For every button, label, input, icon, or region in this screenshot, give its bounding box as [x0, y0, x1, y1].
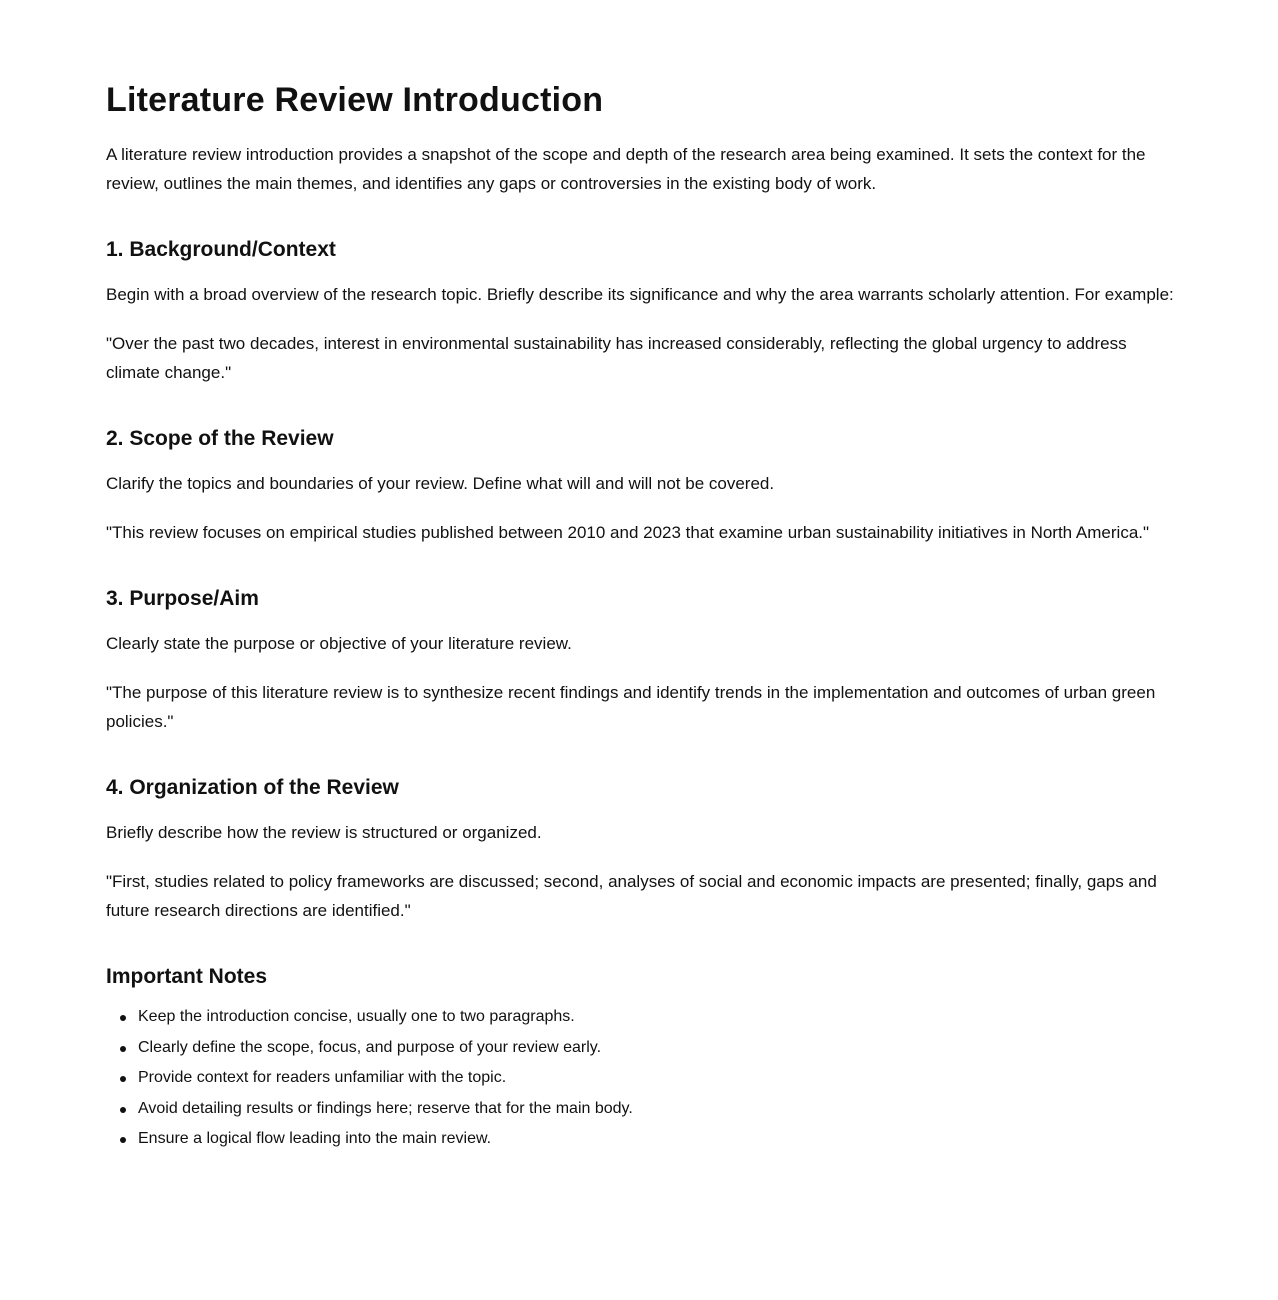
list-item-text: Keep the introduction concise, usually one to two paragraphs. — [138, 1008, 575, 1025]
list-item — [138, 1038, 1182, 1058]
list-item — [138, 1068, 1182, 1088]
section-background — [106, 236, 1182, 387]
bullet-icon — [120, 1046, 126, 1052]
list-item — [138, 1007, 1182, 1027]
section-purpose — [106, 585, 1182, 736]
section-example: "First, studies related to policy frameworks are discussed; second, analyses of social and economic impacts are presented; finally, gaps and future research directions are identified." — [106, 872, 1157, 920]
list-item-text: Clearly define the scope, focus, and purpose of your review early. — [138, 1038, 602, 1056]
section-heading: 4. Organization of the Review — [106, 776, 399, 799]
section-important-notes — [106, 963, 1182, 1149]
section-example: "This review focuses on empirical studies published between 2010 and 2023 that examine urban sustainability initiatives in North America." — [106, 523, 1150, 542]
section-text: Clarify the topics and boundaries of your review. Define what will and will not be covered. — [106, 474, 775, 493]
section-text: Clearly state the purpose or objective of your literature review. — [106, 634, 572, 653]
list-item-text: Avoid detailing results or findings here; reserve that for the main body. — [138, 1099, 633, 1117]
list-item — [138, 1129, 1182, 1149]
notes-list — [106, 1007, 1182, 1149]
section-example: "Over the past two decades, interest in environmental sustainability has increased considerably, reflecting the global urgency to address climate change." — [106, 334, 1127, 382]
list-item-text: Ensure a logical flow leading into the main review. — [138, 1130, 492, 1147]
bullet-icon — [120, 1076, 126, 1082]
section-heading: 2. Scope of the Review — [106, 427, 334, 450]
bullet-icon — [120, 1107, 126, 1113]
section-text: Begin with a broad overview of the research topic. Briefly describe its significance and why the area warrants scholarly attention. For example: — [106, 285, 1174, 304]
section-heading: Important Notes — [106, 965, 268, 988]
intro-paragraph: A literature review introduction provides a snapshot of the scope and depth of the research area being examined. It sets the context for the review, outlines the main themes, and identifies any gaps or controversies in the existing body of work. — [106, 145, 1146, 193]
bullet-icon — [120, 1015, 126, 1021]
list-item — [138, 1099, 1182, 1119]
list-item-text: Provide context for readers unfamiliar with the topic. — [138, 1069, 507, 1086]
section-example: "The purpose of this literature review is to synthesize recent findings and identify trends in the implementation and outcomes of urban green policies." — [106, 683, 1156, 731]
bullet-icon — [120, 1137, 126, 1143]
section-organization — [106, 774, 1182, 925]
page-title: Literature Review Introduction — [106, 81, 604, 119]
section-heading: 1. Background/Context — [106, 238, 336, 261]
section-heading: 3. Purpose/Aim — [106, 587, 259, 610]
section-scope — [106, 425, 1182, 547]
section-text: Briefly describe how the review is structured or organized. — [106, 823, 542, 842]
